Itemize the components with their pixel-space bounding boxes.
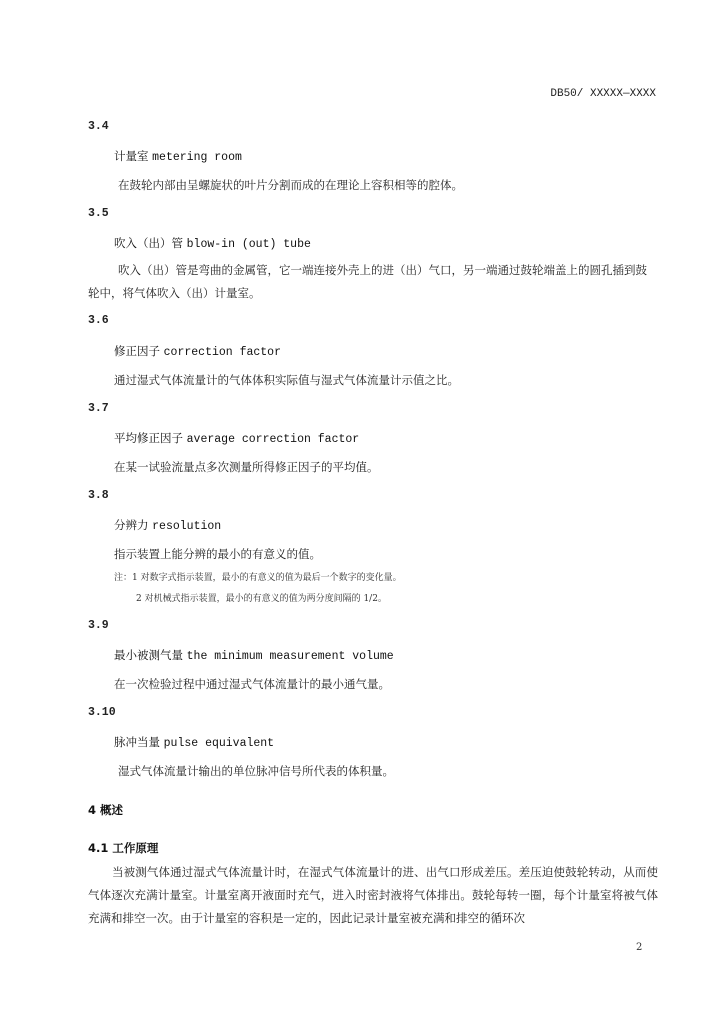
term-zh: 最小被测气量: [114, 648, 183, 662]
term-en: metering room: [152, 151, 242, 164]
term-en: average correction factor: [186, 433, 360, 446]
clause-number-3-5: 3.5: [88, 207, 109, 220]
note-2: 2 对机械式指示装置，最小的有意义的值为两分度间隔的 1/2。: [136, 594, 387, 604]
term-zh: 分辨力: [114, 518, 149, 532]
definition-3-4: 在鼓轮内部由呈螺旋状的叶片分割而成的在理论上容积相等的腔体。: [118, 178, 463, 192]
definition-3-7: 在某一试验流量点多次测量所得修正因子的平均值。: [114, 460, 379, 474]
term-en: pulse equivalent: [163, 737, 275, 750]
term-zh: 平均修正因子: [114, 431, 183, 445]
term-zh: 计量室: [114, 149, 149, 163]
clause-number-3-9: 3.9: [88, 619, 109, 632]
term-en: the minimum measurement volume: [186, 650, 394, 663]
definition-3-9: 在一次检验过程中通过湿式气体流量计的最小通气量。: [114, 677, 390, 691]
definition-3-10: 湿式气体流量计输出的单位脉冲信号所代表的体积量。: [118, 764, 394, 778]
term-3-7: [114, 430, 359, 446]
term-3-10: [114, 734, 274, 750]
clause-number-3-6: 3.6: [88, 314, 109, 327]
clause-number-3-10: 3.10: [88, 706, 116, 719]
note-1: 注：1 对数字式指示装置，最小的有意义的值为最后一个数字的变化量。: [114, 573, 402, 583]
term-en: resolution: [152, 520, 222, 533]
term-3-4: [114, 148, 242, 164]
section-4-1-paragraph: 当被测气体通过湿式气体流量计时，在湿式气体流量计的进、出气口形成差压。差压迫使鼓轮转动，从而使气体逐次充满计量室。计量室离开液面时充气，进入时密封液将气体排出。鼓轮每转一圈，每个计量室将被气体充满和排空一次。由于计量室的容积是一定的，因此记录计量室被充满和排空的循环次: [88, 865, 658, 925]
definition-3-5: 吹入（出）管是弯曲的金属管，它一端连接外壳上的进（出）气口，另一端通过鼓轮端盖上的圆孔插到鼓轮中，将气体吹入（出）计量室。: [88, 263, 647, 300]
term-zh: 吹入（出）管: [114, 236, 183, 250]
page-number: 2: [636, 942, 643, 953]
definition-3-8: 指示装置上能分辨的最小的有意义的值。: [114, 547, 321, 561]
section-4-heading: 4 概述: [88, 803, 124, 817]
term-3-9: [114, 647, 394, 663]
term-zh: 修正因子: [114, 344, 160, 358]
term-en: correction factor: [163, 346, 281, 359]
clause-number-3-8: 3.8: [88, 489, 109, 502]
term-3-6: [114, 343, 281, 359]
clause-number-3-7: 3.7: [88, 402, 109, 415]
clause-number-3-4: 3.4: [88, 120, 109, 133]
term-en: blow-in (out) tube: [186, 238, 311, 251]
definition-3-6: 通过湿式气体流量计的气体体积实际值与湿式气体流量计示值之比。: [114, 373, 459, 387]
section-4-1-heading: 4.1 工作原理: [88, 841, 159, 855]
term-3-8: [114, 517, 221, 533]
standard-code-header: DB50/ XXXXX—XXXX: [550, 88, 656, 100]
term-zh: 脉冲当量: [114, 735, 160, 749]
term-3-5: [114, 235, 311, 251]
